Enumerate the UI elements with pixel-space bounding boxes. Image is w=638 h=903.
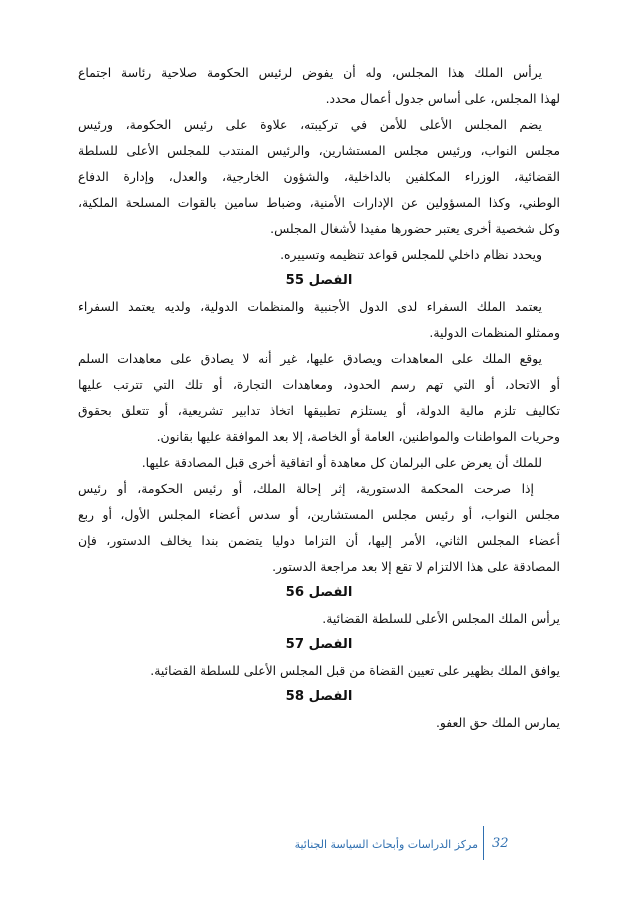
page-footer: [0, 826, 638, 862]
chapter-heading: الفصل 56: [285, 585, 353, 600]
paragraph-line: المصادقة على هذا الالتزام لا تقع إلا بعد مراجعة الدستور.: [272, 559, 560, 574]
paragraph-line: الوطني، وكذا المسؤولين عن الإدارات الأمنية، وضباط سامين بالقوات المسلحة الملكية،: [78, 195, 560, 210]
paragraph-line: وحريات المواطنات والمواطنين، العامة أو الخاصة، إلا بعد الموافقة عليها بقانون.: [156, 429, 560, 444]
chapter-heading: الفصل 58: [285, 689, 353, 704]
footer-center-name: مركز الدراسات وأبحاث السياسة الجنائية: [294, 838, 478, 851]
paragraph-line: يعتمد الملك السفراء لدى الدول الأجنبية والمنظمات الدولية، ولديه يعتمد السفراء: [78, 299, 542, 314]
paragraph-line: يوقع الملك على المعاهدات ويصادق عليها، غير أنه لا يصادق على معاهدات السلم: [78, 351, 542, 366]
paragraph-line: للملك أن يعرض على البرلمان كل معاهدة أو اتفاقية أخرى قبل المصادقة عليها.: [141, 455, 542, 470]
paragraph-line: إذا صرحت المحكمة الدستورية، إثر إحالة الملك، أو رئيس الحكومة، أو رئيس: [78, 481, 534, 496]
paragraph-line: وممثلو المنظمات الدولية.: [429, 325, 560, 340]
paragraph-line: يرأس الملك المجلس الأعلى للسلطة القضائية.: [322, 611, 560, 626]
paragraph-line: لهذا المجلس، على أساس جدول أعمال محدد.: [325, 91, 560, 106]
paragraph-line: يوافق الملك بظهير على تعيين القضاة من قبل المجلس الأعلى للسلطة القضائية.: [150, 663, 560, 678]
paragraph-line: يمارس الملك حق العفو.: [435, 715, 560, 730]
paragraph-line: مجلس النواب، أو رئيس مجلس المستشارين، أو سدس أعضاء المجلس الأول، أو ربع: [78, 507, 560, 522]
paragraph-line: مجلس النواب، ورئيس مجلس المستشارين، والرئيس المنتدب للمجلس الأعلى للسلطة: [78, 143, 560, 158]
paragraph-line: تكاليف تلزم مالية الدولة، أو يستلزم تطبيقها اتخاذ تدابير تشريعية، أو تتعلق بحقوق: [78, 403, 560, 418]
paragraph-line: القضائية، الوزراء المكلفين بالداخلية، والشؤون الخارجية، والعدل، وإدارة الدفاع: [78, 169, 560, 184]
document-body: [78, 60, 560, 736]
paragraph-line: وكل شخصية أخرى يعتبر حضورها مفيدا لأشغال المجلس.: [270, 221, 560, 236]
paragraph-line: يضم المجلس الأعلى للأمن في تركيبته، علاوة على رئيس الحكومة، ورئيس: [78, 117, 542, 132]
footer-divider: [483, 826, 484, 860]
page-number: 32: [492, 836, 509, 851]
paragraph-line: أو الاتحاد، أو التي تهم رسم الحدود، ومعاهدات التجارة، أو تلك التي تترتب عليها: [78, 377, 560, 392]
paragraph-line: ويحدد نظام داخلي للمجلس قواعد تنظيمه وتسييره.: [280, 247, 542, 262]
chapter-heading: الفصل 57: [285, 637, 353, 652]
paragraph-line: يرأس الملك هذا المجلس، وله أن يفوض لرئيس الحكومة صلاحية رئاسة اجتماع: [78, 65, 542, 80]
paragraph-line: أعضاء المجلس الثاني، الأمر إليها، أن التزاما دوليا يتضمن بندا يخالف الدستور، فإن: [78, 533, 560, 548]
chapter-heading: الفصل 55: [285, 273, 353, 288]
